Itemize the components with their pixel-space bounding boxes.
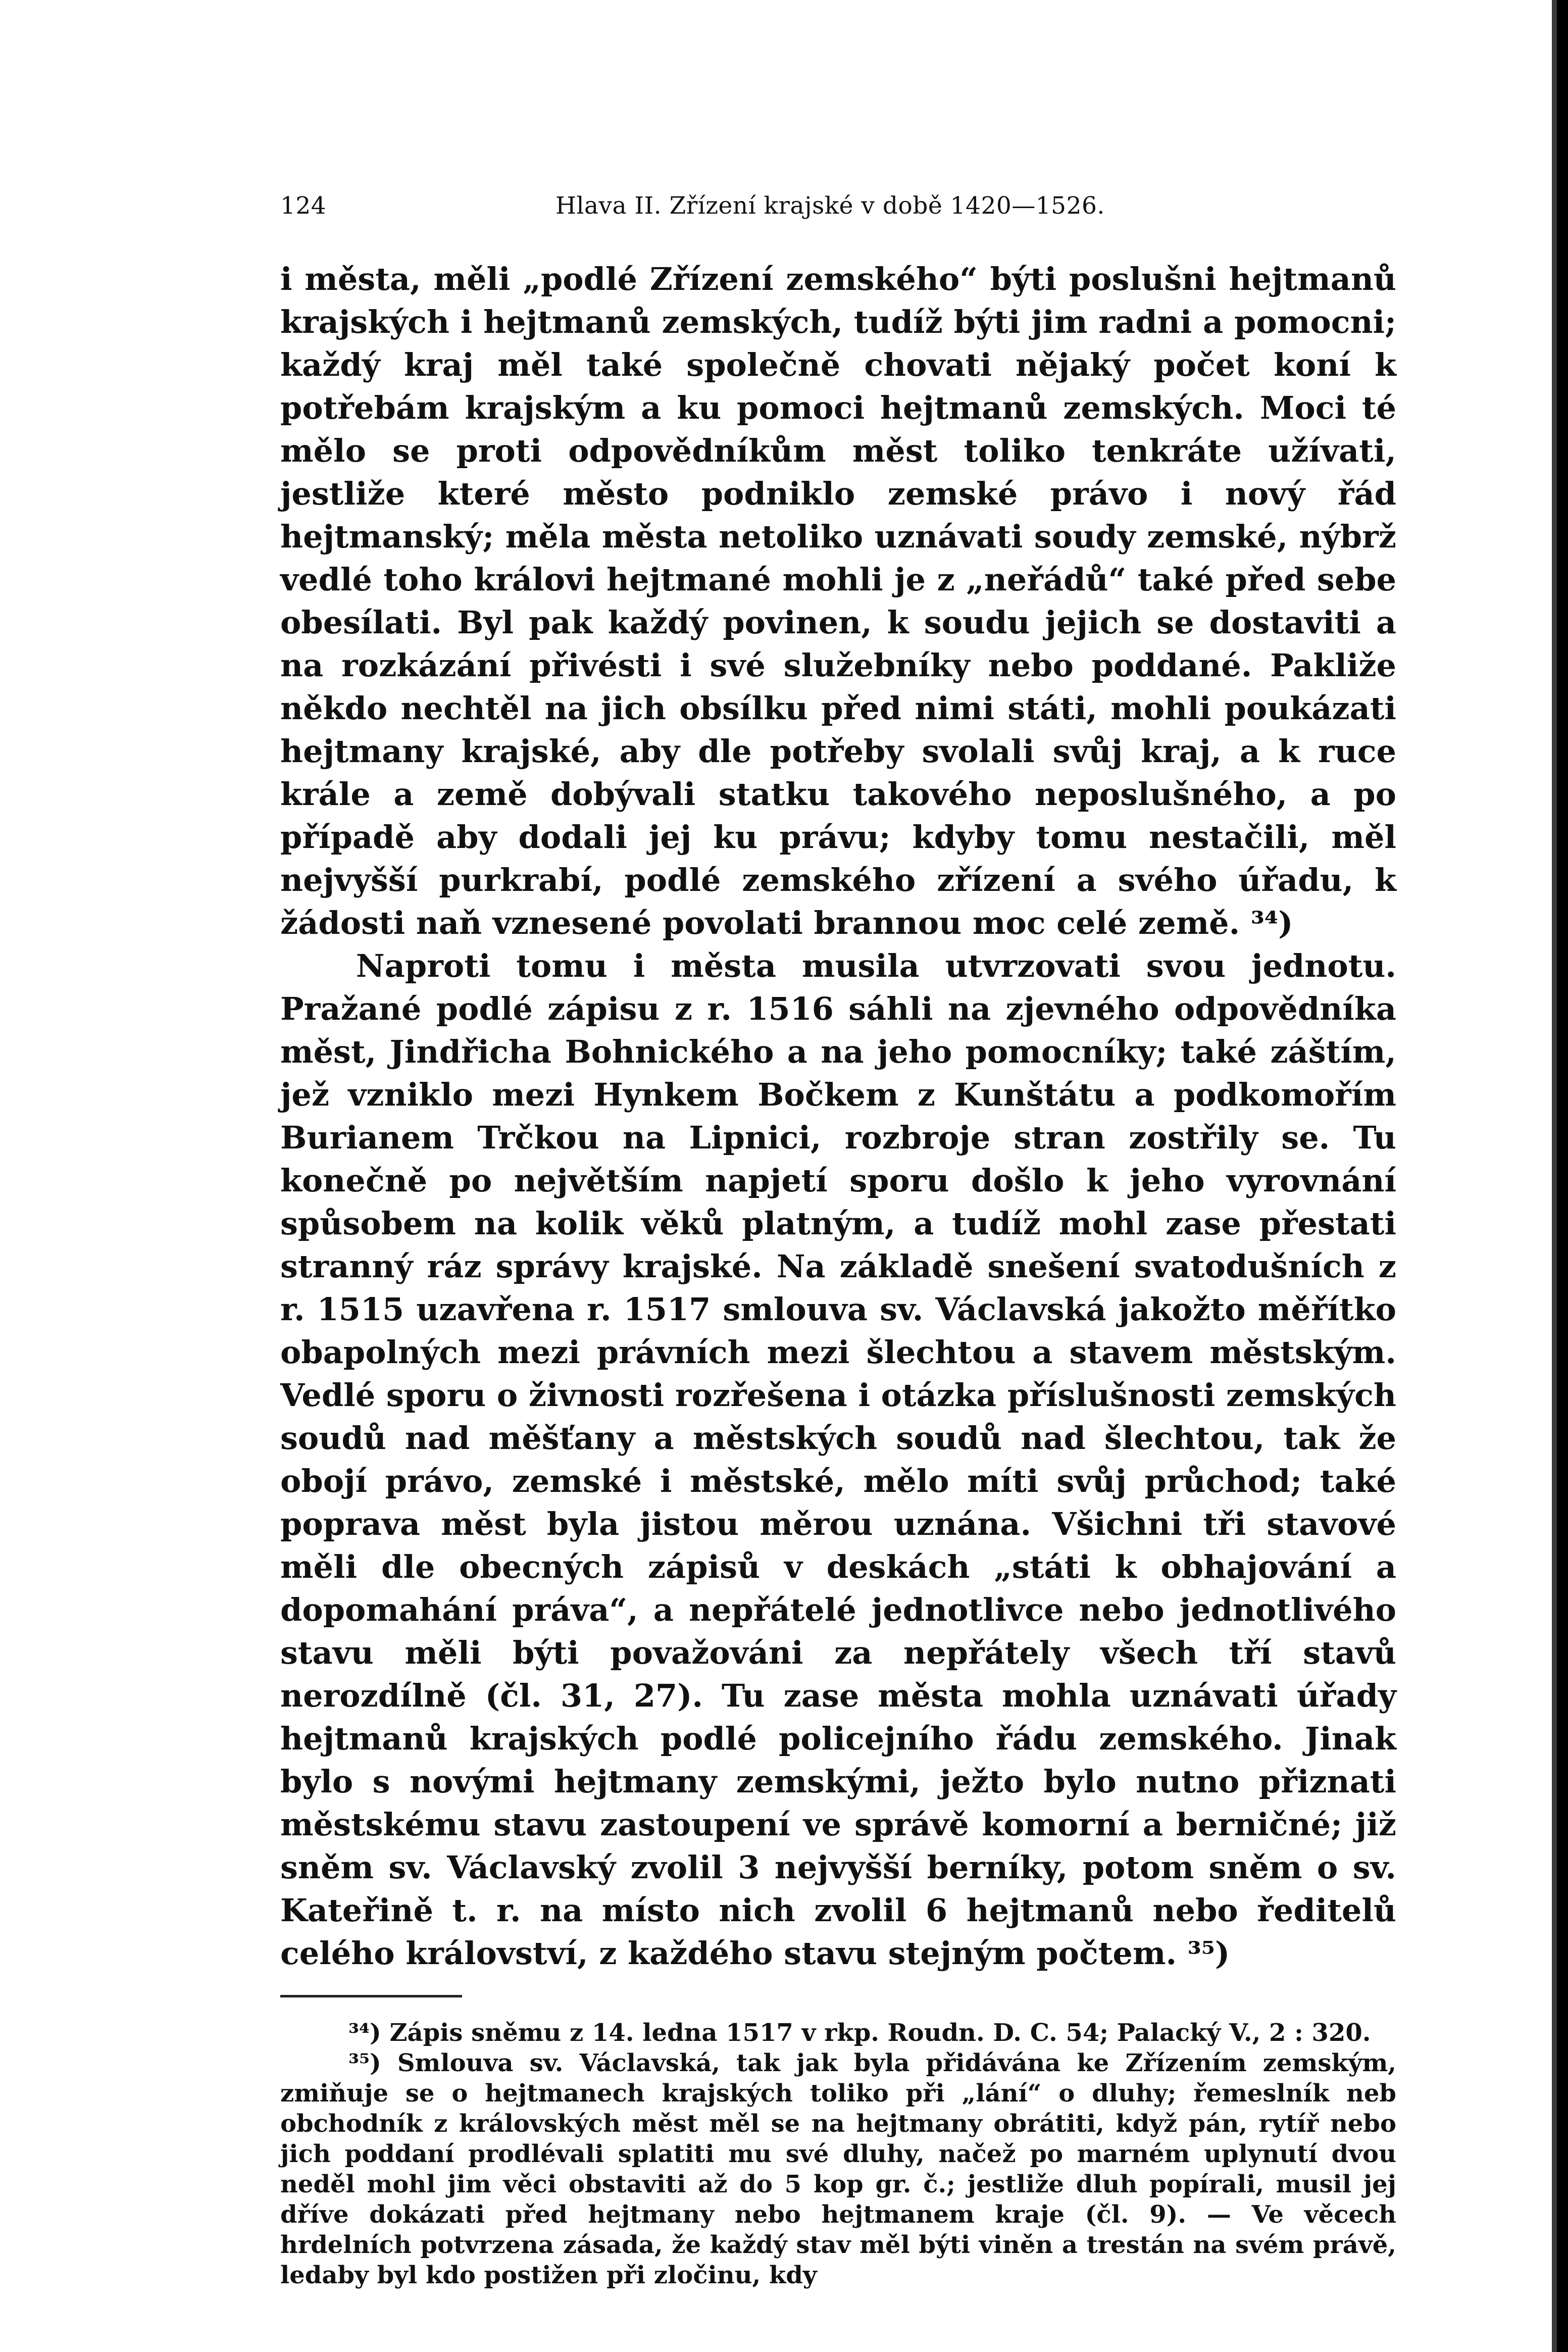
running-head xyxy=(280,192,1396,237)
footnotes xyxy=(280,2018,1396,2290)
paragraph-2: Naproti tomu i města musila utvrzovati svou jednotu. Pražané podlé zápisu z r. 1516 sáhli na zjevného odpovědníka měst, Jindřicha Bohnického a na jeho pomocníky; také záštím, jež vzniklo mezi Hynkem Bočkem z Kunštátu a podkomořím Burianem Trčkou na Lipnici, rozbroje stran zostřily se. Tu konečně po největším napjetí sporu došlo k jeho vyrovnání spůsobem na kolik věků platným, a tudíž mohl zase přestati stranný ráz správy krajské. Na základě snešení svatodušních z r. 1515 uzavřena r. 1517 smlouva sv. Václavská jakožto měřítko obapolných mezi právních mezi šlechtou a stavem městským. Vedlé sporu o živnosti rozřešena i otázka příslušnosti zemských soudů nad měšťany a městských soudů nad šlechtou, tak že obojí právo, zemské i městské, mělo míti svůj průchod; také poprava měst byla jistou měrou uznána. Všichni tři stavové měli dle obecných zápisů v deskách „státi k obhajování a dopomahání práva“, a nepřátelé jednotlivce nebo jednotlivého stavu měli býti považováni za nepřátely všech tří stavů nerozdílně (čl. 31, 27). Tu zase města mohla uznávati úřady hejtmanů krajských podlé policejního řádu zemského. Jinak bylo s novými hejtmany zemskými, ježto bylo nutno přiznati městskému stavu zastoupení ve správě komorní a berničné; již sněm sv. Václavský zvolil 3 nejvyšší berníky, potom sněm o sv. Kateřině t. r. na místo nich zvolil 6 hejtmanů nebo ředitelů celého království, z každého stavu stejným počtem. ³⁵) xyxy=(280,947,1396,1972)
main-text xyxy=(280,258,1396,1975)
scan-edge-shadow xyxy=(1552,0,1557,2352)
footnote-34: ³⁴) Zápis sněmu z 14. ledna 1517 v rkp. Roudn. D. C. 54; Palacký V., 2 : 320. xyxy=(348,2019,1371,2047)
chapter-title: Hlava II. Zřízení krajské v době 1420—1526. xyxy=(555,192,1105,220)
paragraph-1: i města, měli „podlé Zřízení zemského“ býti poslušni hejtmanů krajských i hejtmanů zemských, tudíž býti jim radni a pomocni; každý kraj měl také společně chovati nějaký počet koní k potřebám krajským a ku pomoci hejtmanů zemských. Moci té mělo se proti odpovědníkům měst toliko tenkráte užívati, jestliže které město podniklo zemské právo i nový řád hejtmanský; měla města netoliko uznávati soudy zemské, nýbrž vedlé toho královi hejtmané mohli je z „neřádů“ také před sebe obesílati. Byl pak každý povinen, k soudu jejich se dostaviti a na rozkázání přivésti i své služebníky nebo poddané. Pakliže někdo nechtěl na jich obsílku před nimi státi, mohli poukázati hejtmany krajské, aby dle potřeby svolali svůj kraj, a k ruce krále a země dobývali statku takového neposlušného, a po případě aby dodali jej ku právu; kdyby tomu nestačili, měl nejvyšší purkrabí, podlé zemského zřízení a svého úřadu, k žádosti naň vznesené povolati brannou moc celé země. ³⁴) xyxy=(280,261,1396,941)
footnote-35: ³⁵) Smlouva sv. Václavská, tak jak byla přidávána ke Zřízením zemským, zmiňuje se o hejtmanech krajských toliko při „lání“ o dluhy; řemeslník neb obchodník z královských měst měl se na hejtmany obrátiti, když pán, rytíř nebo jich poddaní prodlévali splatiti mu své dluhy, načež po marném uplynutí dvou neděl mohl jim věci obstaviti až do 5 kop gr. č.; jestliže dluh popírali, musil jej dříve dokázati před hejtmany nebo hejtmanem kraje (čl. 9). — Ve věcech hrdelních potvrzena zásada, že každý stav měl býti viněn a trestán na svém právě, ledaby byl kdo postižen při zločinu, kdy xyxy=(280,2049,1396,2289)
page-number: 124 xyxy=(280,192,327,220)
book-page xyxy=(280,192,1396,2290)
scan-edge-border xyxy=(1557,0,1568,2352)
footnote-separator xyxy=(280,1995,462,1997)
